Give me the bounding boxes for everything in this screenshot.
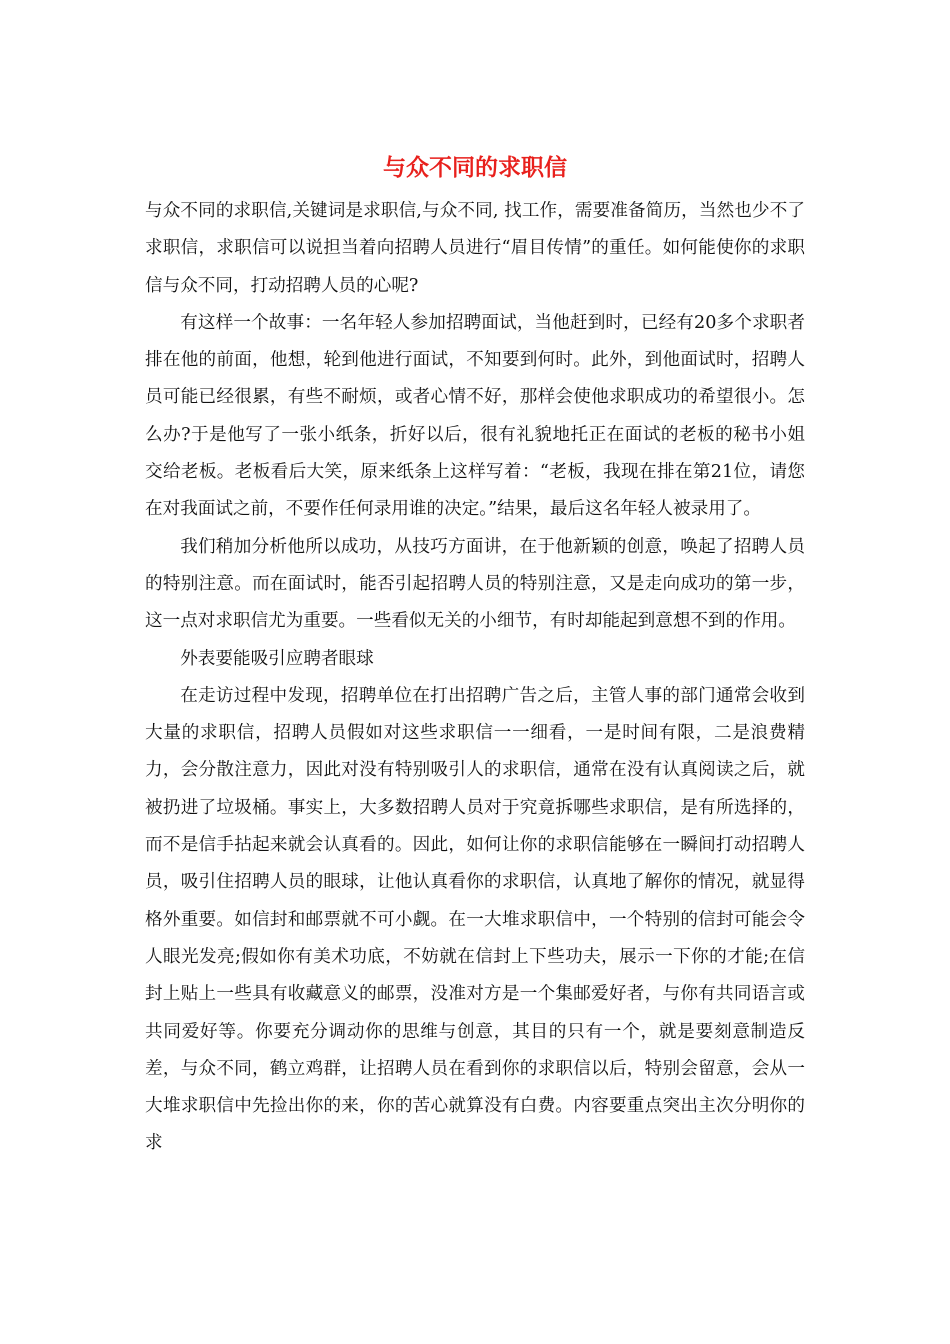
paragraph-appearance: 在走访过程中发现，招聘单位在打出招聘广告之后，主管人事的部门通常会收到大量的求职信，招聘人员假如对这些求职信一一细看，一是时间有限，二是浪费精力，会分散注意力，因此对没有特别吸引人的求职信，通常在没有认真阅读之后，就被扔进了垃圾桶。事实上，大多数招聘人员对于究竟拆哪些求职信，是有所选择的，而不是信手拈起来就会认真看的。因此，如何让你的求职信能够在一瞬间打动招聘人员，吸引住招聘人员的眼球，让他认真看你的求职信，认真地了解你的情况，就显得格外重要。如信封和邮票就不可小觑。在一大堆求职信中，一个特别的信封可能会令人眼光发亮;假如你有美术功底，不妨就在信封上下些功夫，展示一下你的才能;在信封上贴上一些具有收藏意义的邮票，没准对方是一个集邮爱好者，与你有共同语言或共同爱好等。你要充分调动你的思维与创意，其目的只有一个，就是要刻意制造反差，与众不同，鹤立鸡群，让招聘人员在看到你的求职信以后，特别会留意，会从一大堆求职信中先捡出你的来，你的苦心就算没有白费。内容要重点突出主次分明你的求: [145, 685, 805, 1154]
paragraph-analysis: 我们稍加分析他所以成功，从技巧方面讲，在于他新颖的创意，唤起了招聘人员的特别注意。而在面试时，能否引起招聘人员的特别注意，又是走向成功的第一步，这一点对求职信尤为重要。一些看似无关的小细节，有时却能起到意想不到的作用。: [145, 536, 805, 632]
section-heading: 外表要能吸引应聘者眼球: [180, 648, 374, 669]
paragraph-story: 有这样一个故事：一名年轻人参加招聘面试，当他赶到时，已经有20多个求职者排在他的前面，他想，轮到他进行面试，不知要到何时。此外，到他面试时，招聘人员可能已经很累，有些不耐烦，或者心情不好，那样会使他求职成功的希望很小。怎么办?于是他写了一张小纸条，折好以后，很有礼貌地托正在面试的老板的秘书小姐交给老板。老板看后大笑，原来纸条上这样写着：“老板，我现在排在第21位，请您在对我面试之前，不要作任何录用谁的决定。”结果，最后这名年轻人被录用了。: [145, 312, 805, 520]
document-title: 与众不同的求职信: [383, 154, 567, 181]
paragraph-intro: 与众不同的求职信,关键词是求职信,与众不同, 找工作，需要准备简历，当然也少不了求职信，求职信可以说担当着向招聘人员进行“眉目传情”的重任。如何能使你的求职信与众不同，打动招聘人员的心呢?: [145, 201, 805, 296]
document-body: [145, 193, 805, 1163]
